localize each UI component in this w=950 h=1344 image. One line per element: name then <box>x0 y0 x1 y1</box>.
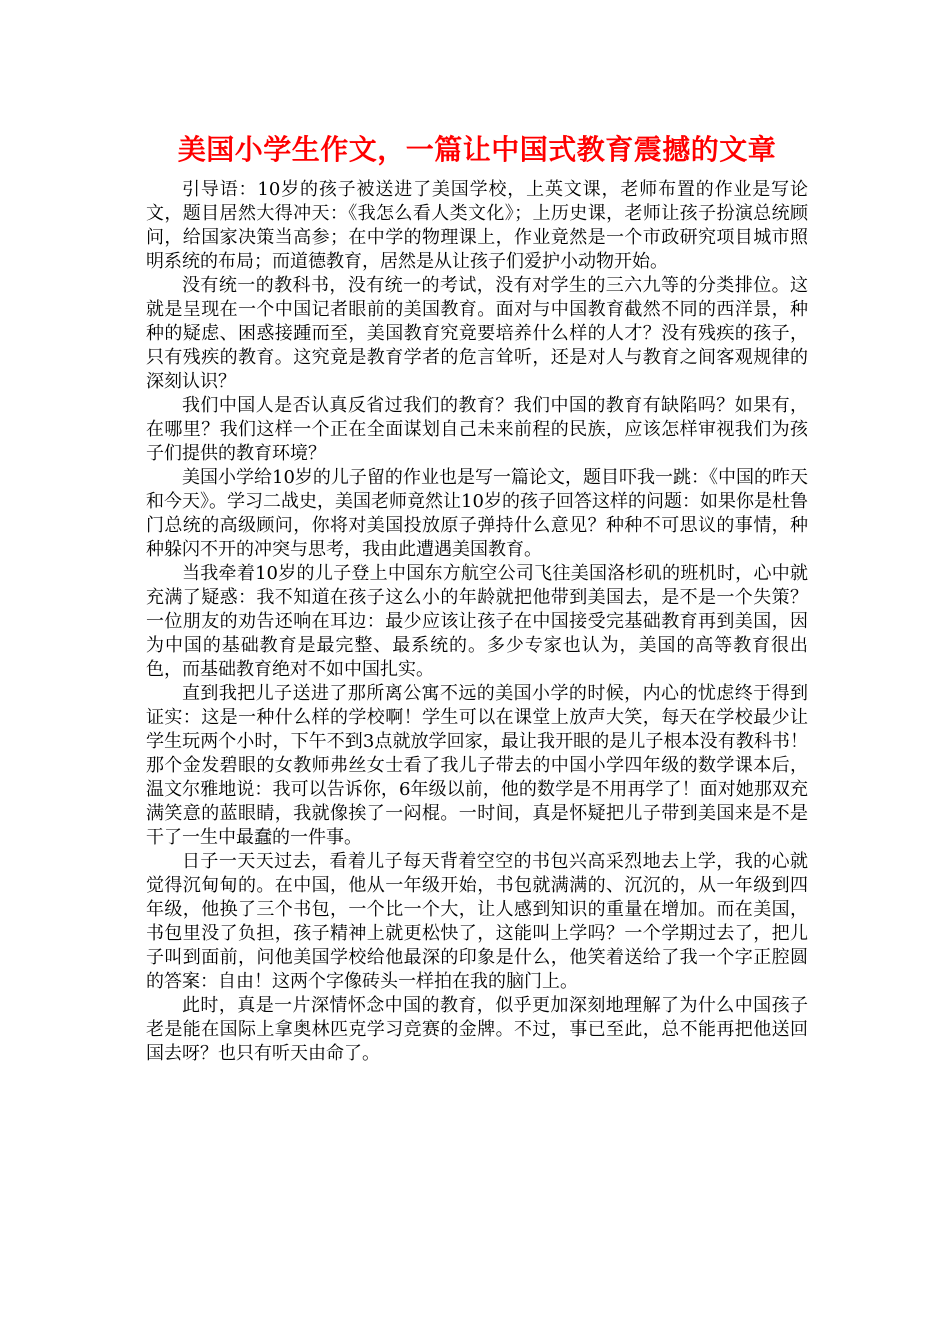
paragraph-3: 我们中国人是否认真反省过我们的教育？我们中国的教育有缺陷吗？如果有，在哪里？我们这样一个正在全面谋划自己未来前程的民族，应该怎样审视我们为孩子们提供的教育环境？ <box>146 395 808 464</box>
paragraph-intro: 引导语：10岁的孩子被送进了美国学校，上英文课，老师布置的作业是写论文，题目居然大得冲天：《我怎么看人类文化》；上历史课，老师让孩子扮演总统顾问，给国家决策当高参；在中学的物理课上，作业竟然是一个市政研究项目城市照明系统的布局；而道德教育，居然是从让孩子们爱护小动物开始。 <box>146 179 808 272</box>
paragraph-6: 直到我把儿子送进了那所离公寓不远的美国小学的时候，内心的忧虑终于得到证实：这是一种什么样的学校啊！学生可以在课堂上放声大笑，每天在学校最少让学生玩两个小时，下午不到3点就放学回家，最让我开眼的是儿子根本没有教科书！那个金发碧眼的女教师弗丝女士看了我儿子带去的中国小学四年级的数学课本后，温文尔雅地说：我可以告诉你，6年级以前，他的数学是不用再学了！面对她那双充满笑意的蓝眼睛，我就像挨了一闷棍。一时间，真是怀疑把儿子带到美国来是不是干了一生中最蠢的一件事。 <box>146 683 808 848</box>
paragraph-5: 当我牵着10岁的儿子登上中国东方航空公司飞往美国洛杉矶的班机时，心中就充满了疑惑：我不知道在孩子这么小的年龄就把他带到美国去，是不是一个失策？一位朋友的劝告还响在耳边：最少应该让孩子在中国接受完基础教育再到美国，因为中国的基础教育是最完整、最系统的。多少专家也认为，美国的高等教育很出色，而基础教育绝对不如中国扎实。 <box>146 563 808 680</box>
paragraph-2: 没有统一的教科书，没有统一的考试，没有对学生的三六九等的分类排位。这就是呈现在一个中国记者眼前的美国教育。面对与中国教育截然不同的西洋景，种种的疑虑、困惑接踵而至，美国教育究竟要培养什么样的人才？没有残疾的孩子，只有残疾的教育。这究竟是教育学者的危言耸听，还是对人与教育之间客观规律的深刻认识？ <box>146 275 808 392</box>
paragraph-7: 日子一天天过去，看着儿子每天背着空空的书包兴高采烈地去上学，我的心就觉得沉甸甸的。在中国，他从一年级开始，书包就满满的、沉沉的，从一年级到四年级，他换了三个书包，一个比一个大，让人感到知识的重量在增加。而在美国，书包里没了负担，孩子精神上就更松快了，这能叫上学吗？一个学期过去了，把儿子叫到面前，问他美国学校给他最深的印象是什么，他笑着送给了我一个字正腔圆的答案：自由！这两个字像砖头一样拍在我的脑门上。 <box>146 851 808 992</box>
document-page <box>146 130 808 1066</box>
paragraph-8: 此时，真是一片深情怀念中国的教育，似乎更加深刻地理解了为什么中国孩子老是能在国际上拿奥林匹克学习竞赛的金牌。不过，事已至此，总不能再把他送回国去呀？也只有听天由命了。 <box>146 995 808 1064</box>
paragraph-4: 美国小学给10岁的儿子留的作业也是写一篇论文，题目吓我一跳：《中国的昨天和今天》。学习二战史，美国老师竟然让10岁的孩子回答这样的问题：如果你是杜鲁门总统的高级顾问，你将对美国投放原子弹持什么意见？种种不可思议的事情，种种躲闪不开的冲突与思考，我由此遭遇美国教育。 <box>146 467 808 560</box>
document-title: 美国小学生作文，一篇让中国式教育震撼的文章 <box>177 133 777 166</box>
